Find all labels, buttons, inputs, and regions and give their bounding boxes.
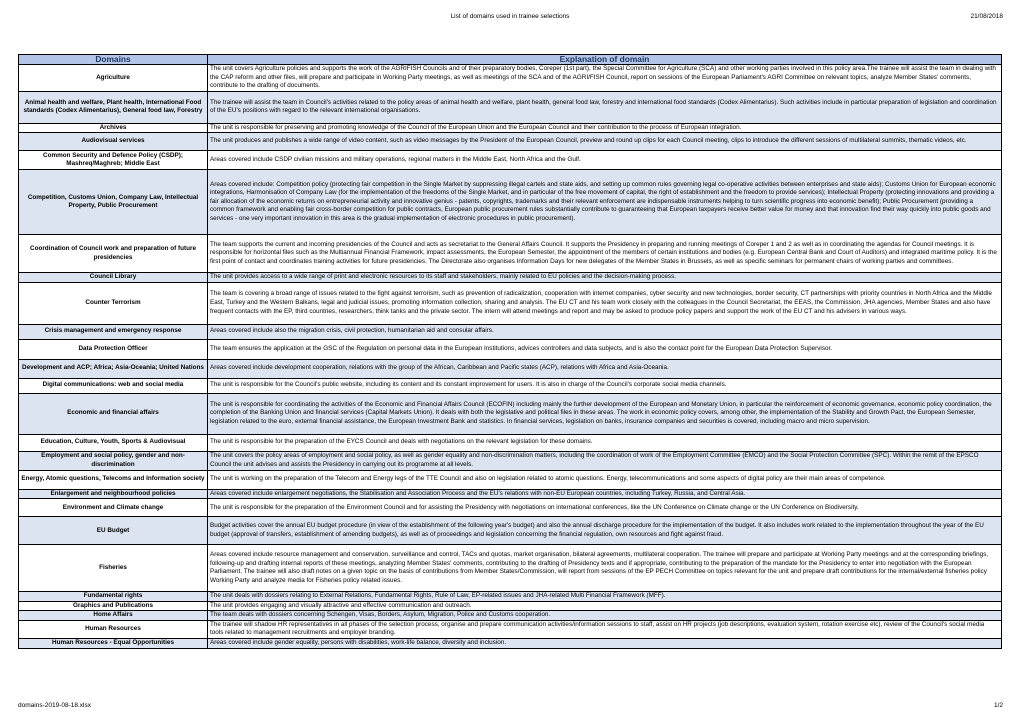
table-row	[19, 499, 1002, 517]
explanation-cell: The unit covers Agriculture policies and supports the work of the AGRIFISH Councils and of their preparatory bodies, Coreper (1st part), the Special Committee for Agriculture (SCA) and other working parties involved in this policy area.The trainee will assist the team in dealing with the CAP reform and other files, will prepare and participate in Working Party meetings, as well as meetings of the SCA and of the AGRI/FISH Council, report on sessions of the European Parliament's AGRI Committee on relevant topics, analyze Member States' comments, contribute to the drafting of documents.	[208, 65, 1002, 92]
domain-cell: Archives	[19, 123, 208, 133]
table-row	[19, 451, 1002, 470]
explanation-cell: The trainee will shadow HR representatives in all phases of the selection process, organise and prepare communication activities/information sessions to staff, assist on HR projects (job descriptions, evaluation system, rotation exercise etc), review of the Council's social media tools related to management recruitments and employer branding.	[208, 620, 1002, 638]
table-row	[19, 378, 1002, 393]
table-row	[19, 123, 1002, 133]
table-row	[19, 517, 1002, 545]
explanation-cell: Areas covered include CSDP civilian missions and military operations, regional matters in the Middle East, North Africa and the Gulf.	[208, 151, 1002, 170]
page-footer-page-number: 1/2	[993, 702, 1003, 709]
domain-cell: Environment and Climate change	[19, 499, 208, 517]
domains-table	[18, 54, 1002, 649]
domain-cell: Audiovisual services	[19, 133, 208, 151]
explanation-cell: The team is covering a broad range of issues related to the fight against terrorism, such as prevention of radicalization, cooperation with internet companies, cyber security and new technologies, border security, CT partnerships with priority countries in North Africa and the Middle East, Turkey and the Western Balkans, legal and judicial issues, promoting information collection, sharing and analysis. The EU CT and his team work closely with the colleagues in the Council Secretariat, the EEAS, the Commission, JHA agencies, Member States and also have frequent contacts with the EP, third countries, researchers, think tanks and the private sector. The intern will attend meetings and report and may be asked to produce policy papers and support the work of the EU CT and his advisers in various ways.	[208, 282, 1002, 324]
explanation-cell: The unit provides access to a wide range of print and electronic resources to its staff and stakeholders, mainly related to EU policies and the decision-making process.	[208, 273, 1002, 283]
table-row	[19, 592, 1002, 602]
column-header-domains: Domains	[19, 55, 208, 65]
domain-cell: Animal health and welfare, Plant health, International Food standards (Codex Alimentarius), General food law, Forestry	[19, 91, 208, 123]
table-row	[19, 65, 1002, 92]
domain-cell: Competition, Customs Union, Company Law, Intellectual Property, Public Procurement	[19, 170, 208, 235]
domain-cell: Home Affairs	[19, 611, 208, 621]
table-row	[19, 91, 1002, 123]
domain-cell: Digital communications: web and social media	[19, 378, 208, 393]
table-row	[19, 620, 1002, 638]
domain-cell: Energy, Atomic questions, Telecoms and Information society	[19, 470, 208, 489]
table-row	[19, 545, 1002, 592]
domain-cell: Fisheries	[19, 545, 208, 592]
domain-cell: Fundamental rights	[19, 592, 208, 602]
domain-cell: Development and ACP; Africa; Asia-Oceania; United Nations	[19, 359, 208, 378]
explanation-cell: Areas covered include also the migration crisis, civil protection, humanitarian aid and consular affairs.	[208, 324, 1002, 339]
page-header-title: List of domains used in trainee selections	[450, 13, 570, 20]
explanation-cell: The team ensures the application at the GSC of the Regulation on personal data in the European Institutions, advices controllers and data subjects, and is also the contact point for the European Data Protection Supervisor.	[208, 339, 1002, 359]
explanation-cell: Areas covered include development cooperation, relations with the group of the African, Caribbean and Pacific states (ACP), relations with Africa and Asia-Oceania.	[208, 359, 1002, 378]
table-row	[19, 393, 1002, 434]
explanation-cell: Areas covered include resource management and conservation, surveillance and control, TACs and quotas, market organisation, bilateral agreements, multilateral cooperation. The trainee will prepare and participate at Working Party meetings and at the corresponding briefings, following-up and drafting internal reports of these meetings, analyzing Member States' comments, contributing to the drafting of Presidency texts and if appropriate, contributing to the preparation of the mandate for the Presidency to enter into negotiation with the European Parliament. The trainee will also draft notes on a given topic on the basis of contributions from Member States/Commission, will report from sessions of the EP PECH Committee on topics relevant for the unit and prepare draft contributions for the internal/external fisheries policy Working Party and analyze media for Fisheries policy related issues.	[208, 545, 1002, 592]
explanation-cell: The unit deals with dossiers relating to External Relations, Fundamental Rights, Rule of Law, EP-related issues and JHA-related Multi Financial Framework (MFF).	[208, 592, 1002, 602]
domain-cell: Graphics and Publications	[19, 601, 208, 611]
table-row	[19, 324, 1002, 339]
table-row	[19, 151, 1002, 170]
domain-cell: Crisis management and emergency response	[19, 324, 208, 339]
explanation-cell: The unit is responsible for the preparation of the Environment Council and for assisting the Presidency with negotiations on international conferences, like the UN Conference on Climate change or the UN Conference on Biodiversity.	[208, 499, 1002, 517]
table-row	[19, 133, 1002, 151]
explanation-cell: The unit is responsible for coordinating the activities of the Economic and Financial Affairs Council (ECOFIN) including mainly the further development of the European and Monetary Union, in particular the reinforcement of economic governance, economic policy coordination, the completion of the Banking Union and financial services (Capital Markets Union). It deals with both the legislative and political files in these areas. The work in economic policy covers, among other, the implementation of the Stability and Growth Pact, the European Semester, legislation related to the euro, external financial assistance, the European Investment Bank and statistics. In financial services, legislation on banks, insurance companies and securities is covered, including macro and micro supervision.	[208, 393, 1002, 434]
domain-cell: Common Security and Defence Policy (CSDP); Mashreq/Maghreb; Middle East	[19, 151, 208, 170]
table-row	[19, 434, 1002, 451]
page-header-date: 21/08/2018	[970, 13, 1003, 20]
table-row	[19, 282, 1002, 324]
explanation-cell: The trainee will assist the team in Council's activities related to the policy areas of animal health and welfare, plant health, general food law, forestry and international food standards (Codex Alimentarius). Such activities include in particular preparation of legislation and coordination of the EU's positions with regard to the relevant international organisations.	[208, 91, 1002, 123]
domain-cell: Coordination of Council work and preparation of future presidencies	[19, 235, 208, 273]
explanation-cell: The unit provides engaging and visually attractive and effective communication and outreach.	[208, 601, 1002, 611]
domain-cell: Data Protection Officer	[19, 339, 208, 359]
table-row	[19, 611, 1002, 621]
explanation-cell: The unit covers the policy areas of employment and social policy, as well as gender equality and non-discrimination matters, including the coordination of work of the Employment Committee (EMCO) and the Social Protection Committee (SPC). Within the remit of the EPSCO Council the unit advises and assists the Presidency in carrying out its programme at all levels.	[208, 451, 1002, 470]
explanation-cell: The unit is responsible for the Council's public website, including its content and its constant improvement for users. It is also in charge of the Council's corporate social media channels.	[208, 378, 1002, 393]
explanation-cell: The team deals with dossiers concerning Schengen, Visas, Borders, Asylum, Migration, Police and Customs cooperation.	[208, 611, 1002, 621]
explanation-cell: The unit is working on the preparation of the Telecom and Energy legs of the TTE Council and also on legislation related to atomic questions. Energy, telecommunications and some aspects of digital policy are their main areas of competence.	[208, 470, 1002, 489]
table-row	[19, 273, 1002, 283]
table-row	[19, 235, 1002, 273]
page-footer-filename: domains-2019-08-18.xlsx	[18, 702, 91, 709]
column-header-explanation: Explanation of domain	[208, 55, 1002, 65]
table-row	[19, 639, 1002, 649]
domain-cell: Human Resources - Equal Opportunities	[19, 639, 208, 649]
explanation-cell: The team supports the current and incoming presidencies of the Council and acts as secretariat to the General Affairs Council. It supports the Presidency in preparing and running meetings of Coreper 1 and 2 as well as in coordinating the agendas for Council meetings. It is responsible for horizontal files such as the Multiannual Financial Framework, impact assessments, the European Semester, the appointment of the members of certain institutions and bodies (e.g. European Central Bank and Court of Auditors) and integrated maritime policy. It is the first point of contact and coordinates training activities for future presidencies. The Directorate also organises Information Days for new delegates of the Member States in Brussels, as well as specific seminars for permanent chairs of working parties and committees.	[208, 235, 1002, 273]
table-row	[19, 339, 1002, 359]
domain-cell: Council Library	[19, 273, 208, 283]
domain-cell: EU Budget	[19, 517, 208, 545]
explanation-cell: Areas covered include gender equality, persons with disabilities, work-life balance, diversity and inclusion.	[208, 639, 1002, 649]
explanation-cell: Areas covered include: Competition policy (protecting fair competition in the Single Market by suppressing illegal cartels and state aids, and setting up common rules governing legal co-operative activities between enterprises and state aids); Customs Union for European economic integrations, Harmonisation of Company Law (for the implementation of the freedoms of the Single Market, and in particular of the free movement of capital, the right of establishment and the freedom to provide services); Intellectual Property (protecting innovations and providing a fair allocation of the economic returns on entrepreneurial activity and innovative genius - patents, copyrights, trademarks and their relevant enforcement are indispensable instruments helping to turn scientific progress into economic benefit); Public Procurement (providing a common framework and enabling fair cross-border competition for public contracts, European public procurement rules substantially contribute to guaranteeing that European taxpayers receive better value for money and that innovation find their way quickly into public goods and services - one very important innovation in this area is the gradual implementation of electronic procedures in public procurement).	[208, 170, 1002, 235]
table-row	[19, 359, 1002, 378]
domain-cell: Enlargement and neighbourhood policies	[19, 489, 208, 499]
table-row	[19, 489, 1002, 499]
domain-cell: Economic and financial affairs	[19, 393, 208, 434]
domain-cell: Employment and social policy, gender and non-discrimination	[19, 451, 208, 470]
domain-cell: Counter Terrorism	[19, 282, 208, 324]
explanation-cell: The unit is responsible for preserving and promoting knowledge of the Council of the European Union and the European Council and their contribution to the process of European integration.	[208, 123, 1002, 133]
table-header-row	[19, 55, 1002, 65]
explanation-cell: Areas covered include enlargement negotiations, the Stabilisation and Association Process and the EU's relations with non-EU European countries, including Turkey, Russia, and Central Asia.	[208, 489, 1002, 499]
table-row	[19, 170, 1002, 235]
explanation-cell: The unit is responsible for the preparation of the EYCS Council and deals with negotiations on the relevant legislation for these domains.	[208, 434, 1002, 451]
domain-cell: Agriculture	[19, 65, 208, 92]
explanation-cell: Budget activities cover the annual EU budget procedure (in view of the establishment of the following year's budget) and also the annual discharge procedure for the implementation of the budget. It also includes work related to the implementation throughout the year of the EU budget (approval of transfers, establishment of amending budgets), as well as of proceedings and legislation concerning the financial regulation, own resources and fight against fraud.	[208, 517, 1002, 545]
domain-cell: Education, Culture, Youth, Sports & Audiovisual	[19, 434, 208, 451]
explanation-cell: The unit produces and publishes a wide range of video content, such as video messages by the President of the European Council, preview and round up clips for each Council meeting, clips to introduce the different sessions of multilateral summits, thematic videos, etc.	[208, 133, 1002, 151]
domain-cell: Human Resources	[19, 620, 208, 638]
table-row	[19, 470, 1002, 489]
table-row	[19, 601, 1002, 611]
